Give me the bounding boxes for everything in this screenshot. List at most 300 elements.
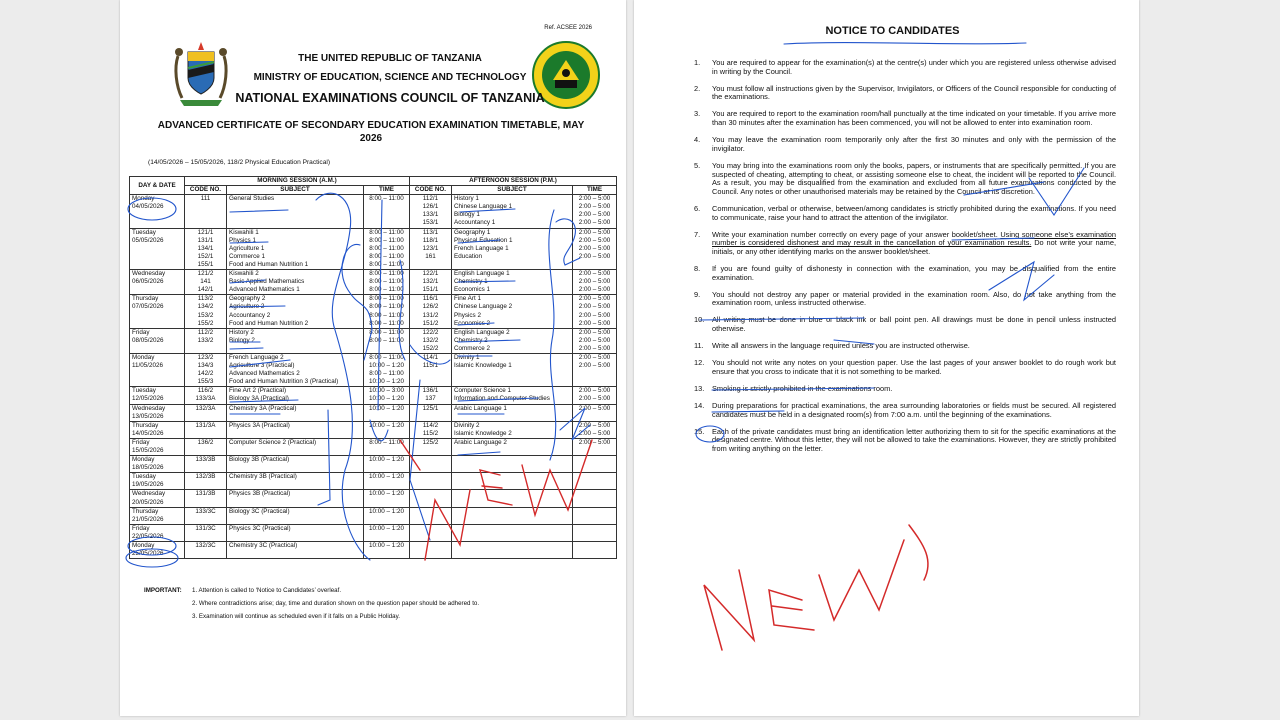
notice-text: You are required to report to the examination room/hall punctually at the time indicated on your timetable. If you arrive more than 30 minutes after the examination has been commenced, you will not be allowed to enter into examination room. [712,109,1116,128]
notice-title: NOTICE TO CANDIDATES [825,25,960,37]
cell-text: 10:00 – 1:20 [368,490,404,498]
am-code-cell [185,490,227,507]
notice-text [712,231,1116,257]
am-time-cell [364,456,410,473]
pm-subject-cell [452,195,573,228]
pm-code-cell [410,524,452,541]
header-morning-session: MORNING SESSION (A.M.) [185,177,410,186]
day-label: Thursday [132,507,159,515]
day-label: Wednesday [132,270,166,278]
table-row [130,387,617,404]
day-label: Tuesday [132,387,156,395]
date-label: 13/05/2026 [132,412,164,420]
am-time-cell [364,195,410,228]
pm-time-cell [573,295,617,328]
notice-text: Each of the private candidates must bring an identification letter authorizing them to sit for the specific examinations at the designated centre. Without this letter, they will not be allowed to take the examinations. However, they are strictly prohibited from writing anything on the letter. [712,426,1116,453]
am-subject-cell [227,473,364,490]
date-label: 18/05/2026 [132,464,164,472]
pm-subject-cell [452,456,573,473]
cell-text: 136/1 137 [422,387,439,403]
pm-time-cell [573,473,617,490]
table-row [130,473,617,490]
cell-text: Kiswahili 1 Physics 1 Agriculture 1 Commerce 1 Food and Human Nutrition 1 [229,228,309,268]
am-subject-cell [227,404,364,421]
table-row [130,507,617,524]
cell-text: 2:00 – 5:00 2:00 – 5:00 2:00 – 5:00 [578,328,611,352]
pm-code-cell [410,353,452,386]
date-label: 05/05/2026 [132,236,164,244]
am-code-cell [185,387,227,404]
cell-text: Arabic Language 2 [454,438,507,446]
cell-text: 2:00 – 5:00 2:00 – 5:00 [578,387,611,403]
cell-text: Divinity 1 Islamic Knowledge 1 [454,353,512,370]
pm-time-cell [573,438,617,455]
pm-time-cell [573,524,617,541]
day-label: Friday [132,524,150,532]
cell-text: 114/2 115/2 [422,421,439,437]
table-row [130,524,617,541]
cell-text: 125/2 [422,438,439,446]
am-code-cell [185,195,227,228]
table-row [130,228,617,269]
header-pm-time: TIME [573,186,617,195]
cell-text: 10:00 – 3:00 10:00 – 1:20 [368,387,404,403]
cell-text: 123/2 134/3 142/2 155/3 [197,353,214,386]
am-code-cell [185,328,227,353]
reference-number: Ref. ACSEE 2026 [544,25,592,31]
day-date-cell [130,228,185,269]
am-subject-cell [227,228,364,269]
cell-text: 8:00 – 11:00 8:00 – 11:00 8:00 – 11:00 8:00 – 11:00 [369,295,404,327]
cell-text: Geography 2 Agriculture 2 Accountancy 2 Food and Human Nutrition 2 [229,295,309,327]
table-row [130,542,617,559]
day-date-cell [130,387,185,404]
day-label: Monday [132,456,155,464]
cell-text: Chemistry 3A (Practical) [229,404,297,412]
cell-text: 121/2 141 142/1 [197,270,214,294]
timetable-title: ADVANCED CERTIFICATE OF SECONDARY EDUCATION EXAMINATION TIMETABLE, MAY 2026 [157,120,585,144]
cell-text: English Language 1 Chemistry 1 Economics 1 [454,270,510,294]
day-date-cell [130,490,185,507]
cell-text: 121/1 131/1 134/1 152/1 155/1 [197,228,214,268]
am-subject-cell [227,195,364,228]
cell-text: Physics 3B (Practical) [229,490,291,498]
timetable-subnote: (14/05/2026 – 15/05/2026, 118/2 Physical Education Practical) [148,159,331,166]
cell-text: 111 [200,195,211,203]
day-label: Wednesday [132,404,166,412]
notice-number: 1. [694,58,701,67]
cell-text: 2:00 – 5:00 2:00 – 5:00 2:00 – 5:00 2:00 – 5:00 [578,228,611,260]
day-date-cell [130,438,185,455]
notice-item [694,205,1116,222]
header-day-date: DAY & DATE [130,177,185,195]
notice-number: 13. [694,383,705,393]
pm-time-cell [573,387,617,404]
date-label: 15/05/2026 [132,447,164,454]
pm-time-cell [573,195,617,228]
cell-text: 133/3C [195,507,216,515]
day-date-cell [130,473,185,490]
notice-item [694,316,1116,333]
pm-code-cell [410,295,452,328]
pm-subject-cell [452,438,573,455]
header-am-subject: SUBJECT [227,186,364,195]
day-label: Thursday [132,421,159,429]
day-date-cell [130,404,185,421]
cell-text: 2:00 – 5:00 2:00 – 5:00 2:00 – 5:00 2:00 – 5:00 [578,295,611,327]
cell-text: 2:00 – 5:00 [578,404,611,412]
cell-text: Fine Art 1 Chinese Language 2 Physics 2 Economics 2 [454,295,513,327]
am-subject-cell [227,490,364,507]
cell-text: Kiswahili 2 Basic Applied Mathematics Advanced Mathematics 1 [229,270,305,294]
cell-text: 132/3B [195,473,216,481]
important-item: 1. Attention is called to ‘Notice to Candidates’ overleaf. [192,587,342,594]
cell-text: 122/2 132/2 152/2 [422,328,439,352]
pm-time-cell [573,270,617,295]
notice-text: During preparations for practical examinations, the area surrounding laboratories or fields must be secured. All registered candidates must be held in a designated room(s) from 7:00 a.m. until the beginning of the examinations. [712,400,1116,419]
am-time-cell [364,507,410,524]
table-row [130,295,617,328]
date-label: 06/05/2026 [132,278,164,286]
cell-text: 132/3A [195,404,216,412]
cell-text: 10:00 – 1:20 [368,542,404,550]
notice-item [694,359,1116,376]
notice-item [694,231,1116,257]
am-subject-cell [227,456,364,473]
am-subject-cell [227,270,364,295]
notice-text: You should not destroy any paper or material provided in the examination room. Also, do not take anything from the examination room, unless instructed otherwise. [712,289,1116,308]
pm-subject-cell [452,473,573,490]
date-label: 21/05/2026 [132,515,164,523]
notice-number: 11. [694,341,704,351]
notice-number: 10. [694,315,705,325]
cell-text: 8:00 – 11:00 [369,195,404,203]
header-am-code: CODE NO. [185,186,227,195]
notice-text: If you are found guilty of dishonesty in connection with the examination, you may be disqualified from the entire examination. [712,264,1116,282]
timetable-page [120,0,626,716]
pm-code-cell [410,195,452,228]
notice-item [694,162,1116,197]
day-label: Friday [132,328,150,336]
day-date-cell [130,353,185,386]
cell-text: General Studies [229,195,275,203]
cell-text: Biology 3C (Practical) [229,507,290,515]
am-subject-cell [227,542,364,559]
cell-text: 125/1 [422,404,439,412]
pm-subject-cell [452,387,573,404]
date-label: 25/05/2026 [132,550,164,558]
day-date-cell [130,542,185,559]
cell-text: Biology 3B (Practical) [229,456,290,464]
am-time-cell [364,328,410,353]
pm-code-cell [410,387,452,404]
am-time-cell [364,490,410,507]
am-code-cell [185,507,227,524]
day-label: Wednesday [132,490,166,498]
notice-number: 8. [694,264,701,274]
am-time-cell [364,270,410,295]
table-row [130,195,617,228]
am-code-cell [185,542,227,559]
pm-code-cell [410,421,452,438]
day-date-cell [130,524,185,541]
am-subject-cell [227,295,364,328]
header-republic: THE UNITED REPUBLIC OF TANZANIA [298,53,482,64]
cell-text: 8:00 – 11:00 8:00 – 11:00 8:00 – 11:00 [369,270,404,294]
pm-subject-cell [452,353,573,386]
cell-text: 116/2 133/3A [195,387,216,403]
cell-text: 2:00 – 5:00 2:00 – 5:00 [578,353,611,370]
date-label: 12/05/2026 [132,395,164,403]
am-time-cell [364,542,410,559]
cell-text: 116/1 126/2 131/2 151/2 [422,295,439,327]
notice-text: You should not write any notes on your question paper. Use the last pages of your answer booklet to do rough work but ensure that you cross to indicate that it is not something to be marked. [712,358,1116,376]
cell-text: 132/3C [195,542,216,550]
cell-text: 113/1 118/1 123/1 161 [422,228,439,260]
header-afternoon-session: AFTERNOON SESSION (P.M.) [410,177,617,186]
am-time-cell [364,228,410,269]
cell-text: 122/1 132/1 151/1 [422,270,439,294]
day-label: Thursday [132,295,159,303]
date-label: 19/05/2026 [132,481,164,489]
notice-item [694,265,1116,282]
cell-text: 10:00 – 1:20 [368,524,404,532]
notice-number: 3. [694,109,701,119]
day-date-cell [130,421,185,438]
day-date-cell [130,456,185,473]
header-council: NATIONAL EXAMINATIONS COUNCIL OF TANZANIA [235,91,545,105]
day-date-cell [130,270,185,295]
notice-list [694,59,1116,462]
cell-text: 10:00 – 1:20 [368,404,404,412]
pm-subject-cell [452,404,573,421]
pm-code-cell [410,438,452,455]
notice-text: Write all answers in the language required unless you are instructed otherwise. [712,341,970,351]
am-code-cell [185,228,227,269]
date-label: 07/05/2026 [132,303,164,311]
notice-item [694,136,1116,153]
am-subject-cell [227,328,364,353]
date-label: 04/05/2026 [132,203,164,211]
pm-code-cell [410,473,452,490]
pm-time-cell [573,421,617,438]
day-date-cell [130,507,185,524]
notice-item [694,385,1116,394]
notice-text: You may bring into the examinations room only the books, papers, or instruments that are specifically permitted. If you are suspected of cheating, attempting to cheat, or assisting someone else to cheat, the incident will be reported to the Council. As a result, you may be disqualified from the examination and excluded from all future examinations conducted by the Council. Any notes or other unauthorised materials may be retained by the Council at its discretion. [712,160,1116,196]
am-code-cell [185,524,227,541]
pm-subject-cell [452,295,573,328]
cell-text: 2:00 – 5:00 2:00 – 5:00 [578,421,611,437]
header-pm-code: CODE NO. [410,186,452,195]
cell-text: Chemistry 3C (Practical) [229,542,298,550]
am-time-cell [364,421,410,438]
date-label: 08/05/2026 [132,336,164,344]
cell-text: 8:00 – 11:00 8:00 – 11:00 8:00 – 11:00 8:00 – 11:00 8:00 – 11:00 [369,228,404,268]
day-label: Monday [132,353,155,361]
cell-text: 112/1 126/1 133/1 153/1 [422,195,439,227]
notice-item [694,59,1116,76]
notice-item [694,85,1116,102]
am-code-cell [185,270,227,295]
pm-time-cell [573,490,617,507]
notice-text: You must follow all instructions given by the Supervisor, Invigilators, or Officers of the Council responsible for conducting of the examinations. [712,83,1116,102]
am-time-cell [364,473,410,490]
am-time-cell [364,295,410,328]
pm-code-cell [410,328,452,353]
table-row [130,270,617,295]
notice-number: 7. [694,229,701,239]
timetable-table [129,176,617,559]
pm-time-cell [573,228,617,269]
notice-text: Communication, verbal or otherwise, between/among candidates is strictly prohibited during the examinations. If you need to communicate, raise your hand to attract the attention of the invigilator. [712,203,1116,222]
pm-subject-cell [452,328,573,353]
am-code-cell [185,404,227,421]
cell-text: 131/3A [195,421,216,429]
pm-subject-cell [452,542,573,559]
am-code-cell [185,473,227,490]
am-time-cell [364,353,410,386]
pm-subject-cell [452,421,573,438]
important-label: IMPORTANT: [144,587,182,594]
am-code-cell [185,456,227,473]
notice-item [694,291,1116,308]
notice-text-part: Do not write your name, initials, or any other identifying marks on the answer booklet/sheet. [712,238,1116,257]
pm-code-cell [410,490,452,507]
am-subject-cell [227,353,364,386]
cell-text: 131/3B [195,490,216,498]
pm-code-cell [410,270,452,295]
cell-text: 133/3B [195,456,216,464]
notice-text-part: Write your examination number correctly on every page of your answer booklet/sheet. [712,229,1001,239]
cell-text: 2:00 – 5:00 2:00 – 5:00 2:00 – 5:00 2:00 – 5:00 [578,195,611,227]
notice-text: Smoking is strictly prohibited in the examinations room. [712,383,893,393]
cell-text: Computer Science 2 (Practical) [229,438,317,446]
notice-number: 15. [694,426,705,436]
cell-text: 8:00 – 11:00 [369,438,404,446]
pm-code-cell [410,228,452,269]
notice-number: 4. [694,135,701,145]
cell-text: 10:00 – 1:20 [368,421,404,429]
date-label: 11/05/2026 [132,362,164,370]
cell-text: 8:00 – 11:00 10:00 – 1:20 8:00 – 11:00 10:00 – 1:20 [368,353,404,386]
pm-subject-cell [452,490,573,507]
table-row [130,421,617,438]
cell-text: Physics 3C (Practical) [229,524,291,532]
notice-item [694,110,1116,127]
pm-time-cell [573,456,617,473]
pm-time-cell [573,328,617,353]
cell-text: 10:00 – 1:20 [368,456,404,464]
table-row [130,404,617,421]
pm-time-cell [573,542,617,559]
cell-text: 2:00 – 5:00 [578,438,611,446]
cell-text: 113/2 134/2 153/2 155/2 [197,295,214,327]
cell-text: History 1 Chinese Language 1 Biology 1 Accountancy 1 [454,195,513,227]
am-time-cell [364,387,410,404]
am-subject-cell [227,507,364,524]
notice-page [634,0,1139,716]
cell-text: Divinity 2 Islamic Knowledge 2 [454,421,512,437]
notice-number: 12. [694,358,705,368]
notice-number: 14. [694,400,705,410]
am-subject-cell [227,438,364,455]
pm-subject-cell [452,228,573,269]
notice-number: 2. [694,83,701,93]
cell-text: 2:00 – 5:00 2:00 – 5:00 2:00 – 5:00 [578,270,611,294]
am-subject-cell [227,421,364,438]
am-time-cell [364,524,410,541]
pm-subject-cell [452,270,573,295]
day-label: Tuesday [132,228,156,236]
pm-time-cell [573,353,617,386]
cell-text: French Language 2 Agriculture 3 (Practical) Advanced Mathematics 2 Food and Human Nutrition 3 (Practical) [229,353,339,386]
date-label: 22/05/2026 [132,532,164,540]
am-time-cell [364,438,410,455]
cell-text: 131/3C [195,524,216,532]
am-code-cell [185,438,227,455]
header-pm-subject: SUBJECT [452,186,573,195]
am-code-cell [185,295,227,328]
notice-number: 6. [694,203,701,213]
am-time-cell [364,404,410,421]
notice-text: You are required to appear for the examination(s) at the centre(s) under which you are registered unless otherwise advised in writing by the Council. [712,58,1116,76]
cell-text: 10:00 – 1:20 [368,507,404,515]
cell-text: English Language 2 Chemistry 2 Commerce 2 [454,328,510,352]
day-date-cell [130,295,185,328]
date-label: 20/05/2026 [132,498,164,506]
table-row [130,490,617,507]
table-row [130,438,617,455]
pm-code-cell [410,542,452,559]
cell-text: History 2 Biology 2 [229,328,255,344]
cell-text: Fine Art 2 (Practical) Biology 3A (Practical) [229,387,289,403]
table-row [130,353,617,386]
cell-text: 114/1 115/1 [422,353,439,370]
header-ministry: MINISTRY OF EDUCATION, SCIENCE AND TECHNOLOGY [253,72,527,83]
notice-number: 9. [694,289,701,299]
table-row [130,328,617,353]
notice-number: 5. [694,160,701,170]
notice-text-underlined: Using someone else’s examination number is considered dishonest and may result in the cancellation of your examination results. [712,229,1116,248]
pm-code-cell [410,404,452,421]
day-date-cell [130,328,185,353]
pm-subject-cell [452,524,573,541]
day-label: Tuesday [132,473,156,481]
cell-text: Arabic Language 1 [454,404,507,412]
notice-text: All writing must be done in blue or black ink or ball point pen. All drawings must be done in pencil unless instructed otherwise. [712,315,1116,334]
cell-text: 112/2 133/2 [197,328,214,344]
cell-text: 8:00 – 11:00 8:00 – 11:00 [369,328,404,344]
table-row [130,456,617,473]
am-subject-cell [227,387,364,404]
cell-text: Chemistry 3B (Practical) [229,473,297,481]
cell-text: Physics 3A (Practical) [229,421,290,429]
date-label: 14/05/2026 [132,429,164,437]
day-date-cell [130,195,185,228]
am-code-cell [185,421,227,438]
cell-text: Computer Science 1 Information and Computer Studies [454,387,550,403]
cell-text: 10:00 – 1:20 [368,473,404,481]
am-code-cell [185,353,227,386]
day-label: Monday [132,195,155,203]
notice-item [694,402,1116,419]
notice-text: You may leave the examination room temporarily only after the first 30 minutes and only with the permission of the invigilator. [712,135,1116,153]
pm-code-cell [410,456,452,473]
am-subject-cell [227,524,364,541]
important-item: 2. Where contradictions arise; day, time and duration shown on the question paper should be adhered to. [192,600,480,607]
pm-code-cell [410,507,452,524]
pm-time-cell [573,404,617,421]
